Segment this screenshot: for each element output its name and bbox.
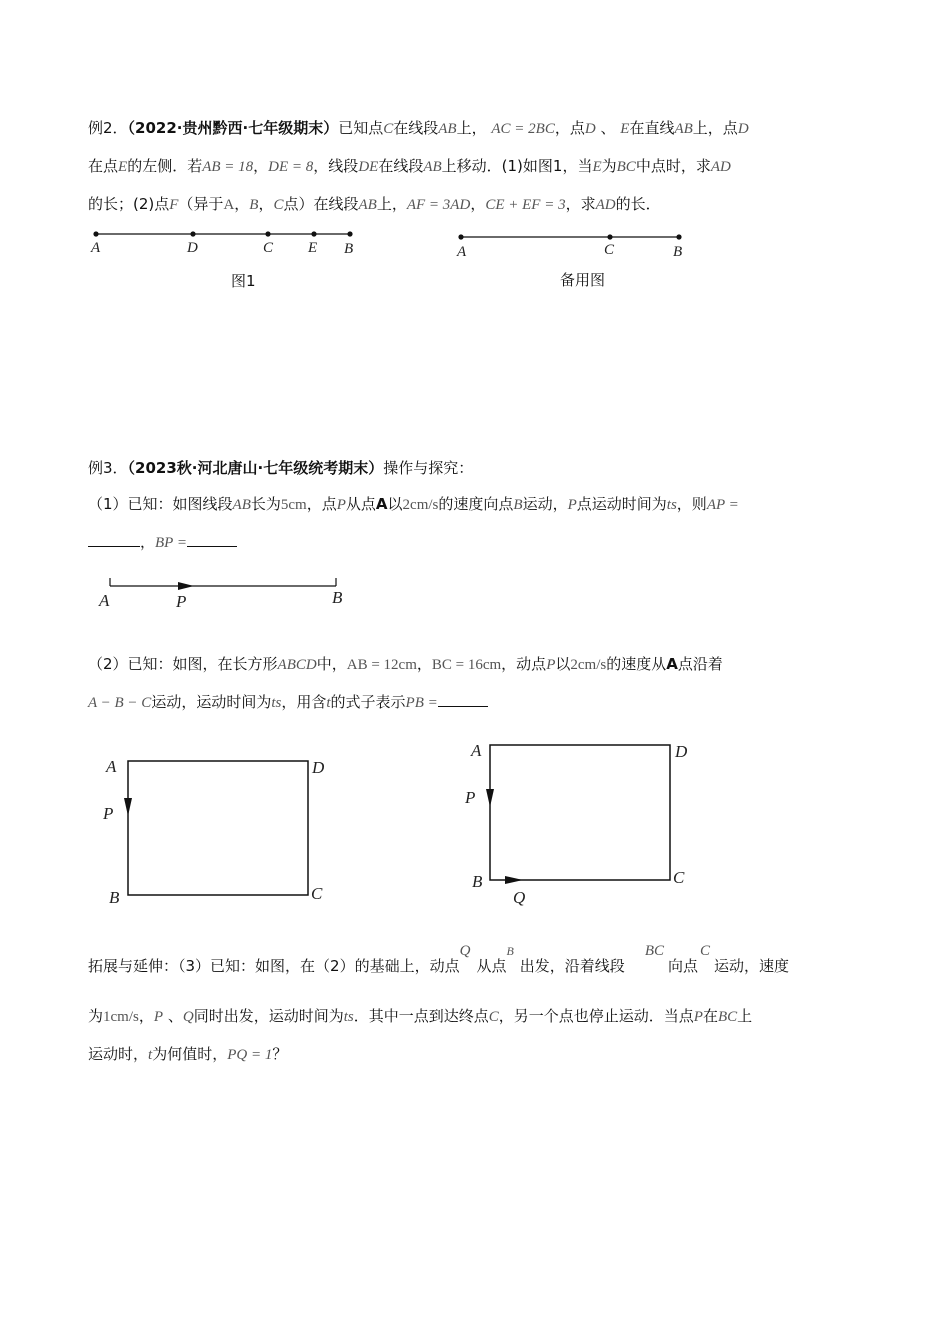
ex3-line-1: 例3．（2023秋·河北唐山·七年级统考期末）操作与探究：: [88, 459, 474, 477]
eq-ab-18: AB = 18: [202, 159, 254, 175]
label-c: C: [311, 884, 323, 903]
label-q: Q: [513, 888, 526, 907]
label-a: A: [471, 741, 482, 760]
point-c: [265, 231, 270, 236]
ex3-part3-line-1: 拓展与延伸：（3）已知：如图，在（2）的基础上，动点Q从点$^B$出发，沿着线段BC向点C运动，速度: [88, 943, 790, 975]
label-d: D: [187, 240, 198, 256]
label-b: B: [344, 241, 354, 257]
label-e: E: [308, 240, 318, 256]
eq-de-8: DE = 8: [268, 159, 314, 175]
label-c: C: [604, 242, 615, 258]
label-b: B: [472, 872, 483, 891]
eq-pq-1: PQ = 1: [227, 1047, 273, 1063]
ex2-line-1: 例2．（2022·贵州黔西·七年级期末）已知点C在线段AB上， AC = 2BC，点D 、 E在直线AB上，点D: [88, 119, 749, 137]
label-b: B: [109, 888, 120, 907]
answer-blank-bp[interactable]: [187, 532, 237, 547]
label-p: P: [176, 592, 187, 611]
spare-figure-caption: 备用图: [560, 271, 606, 289]
ex3-part3-line-3: 运动时，t为何值时，PQ = 1？: [88, 1045, 288, 1063]
label-d: D: [675, 742, 688, 761]
answer-blank-pb[interactable]: [438, 692, 488, 707]
eq-af-3ad: AF = 3AD: [406, 197, 471, 213]
ex3-label: 例3．: [88, 459, 128, 477]
ex3-part1-line-1: （1）已知：如图线段AB长为5cm，点P从点A以2cm/s的速度向点B运动，P点运动时间为ts，则AP =: [88, 495, 739, 513]
label-c: C: [673, 868, 685, 887]
figure-1-caption: 图1: [231, 272, 256, 290]
arrow-head: [486, 789, 494, 807]
label-a: A: [106, 757, 117, 776]
ex3-source: （2023秋·河北唐山·七年级统考期末）: [127, 459, 384, 477]
answer-blank-ap[interactable]: [88, 532, 140, 547]
ex2-line-3: 的长；(2)点F（异于A，B，C点）在线段AB上，AF = 3AD，CE + EF = 3，求AD的长．: [88, 195, 661, 213]
spare-figure-segment: [455, 228, 695, 296]
arrow-head: [178, 582, 194, 590]
label-p: P: [103, 804, 114, 823]
label-d: D: [312, 758, 325, 777]
point-b: [676, 234, 681, 239]
ex3-part2-line-2: A − B − C运动，运动时间为ts，用含t的式子表示PB =: [88, 692, 488, 713]
rectangle-figure-1: [100, 750, 340, 910]
label-p: P: [465, 788, 476, 807]
label-a: A: [457, 244, 467, 260]
point-b: [347, 231, 352, 236]
point-a: [93, 231, 98, 236]
point-a: [458, 234, 463, 239]
ex3-part1-line-2: ，BP =: [88, 532, 237, 553]
ex2-line-2: 在点E的左侧．若AB = 18，DE = 8，线段DE在线段AB上移动．(1)如图1，当E为BC中点时，求AD: [88, 157, 731, 175]
point-d: [190, 231, 195, 236]
label-a: A: [99, 591, 110, 610]
eq-ce-ef-3: CE + EF = 3: [485, 197, 566, 213]
label-c: C: [263, 240, 274, 256]
ex2-source: （2022·贵州黔西·七年级期末）: [127, 119, 339, 137]
ex3-part2-line-1: （2）已知：如图，在长方形ABCD中，AB = 12cm，BC = 16cm，动点P以2cm/s的速度从A点沿着: [88, 655, 723, 673]
figure-1-segment: [90, 225, 370, 295]
arrow-head: [505, 876, 523, 884]
segment-ap-figure: [96, 574, 356, 614]
arrow-head: [124, 798, 132, 816]
ex3-part3-line-2: 为1cm/s，P 、Q同时出发，运动时间为ts．其中一点到达终点C，另一个点也停止运动．当点P在BC上: [88, 1007, 753, 1025]
label-b: B: [673, 244, 683, 260]
ex2-label: 例2．: [88, 119, 128, 137]
eq-ac-2bc: AC = 2BC: [491, 121, 555, 137]
point-e: [311, 231, 316, 236]
label-b: B: [332, 588, 343, 607]
rectangle-figure-2: [465, 735, 705, 910]
point-c: [607, 234, 612, 239]
label-a: A: [91, 240, 101, 256]
